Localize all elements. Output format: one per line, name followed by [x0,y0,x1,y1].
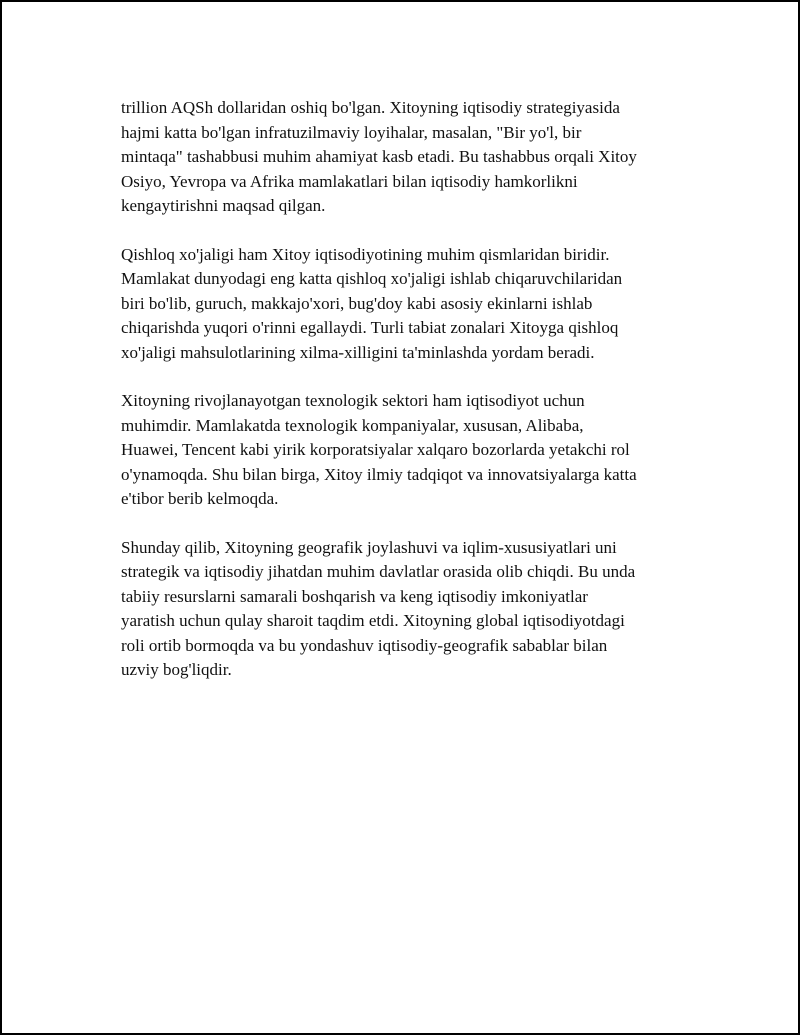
text-line: o'ynamoqda. Shu bilan birga, Xitoy ilmiy tadqiqot va innovatsiyalarga katta [121,464,637,484]
text-line: Huawei, Tencent kabi yirik korporatsiyalar xalqaro bozorlarda yetakchi rol [121,440,630,459]
text-line: Qishloq xo'jaligi ham Xitoy iqtisodiyotining muhim qismlaridan biridir. [121,244,610,264]
text-line: Xitoyning rivojlanayotgan texnologik sektori ham iqtisodiyot uchun [121,391,585,410]
text-line: yaratish uchun qulay sharoit taqdim etdi. Xitoyning global iqtisodiyotdagi [121,611,625,630]
paragraph-technology [121,389,681,512]
text-line: Osiyo, Yevropa va Afrika mamlakatlari bilan iqtisodiy hamkorlikni [121,171,578,191]
text-line: chiqarishda yuqori o'rinni egallaydi. Turli tabiat zonalari Xitoyga qishloq [121,318,619,337]
text-line: strategik va iqtisodiy jihatdan muhim davlatlar orasida olib chiqdi. Bu unda [121,562,636,581]
text-line: muhimdir. Mamlakatda texnologik kompaniyalar, xususan, Alibaba, [121,415,584,435]
text-line: tabiiy resurslarni samarali boshqarish va keng iqtisodiy imkoniyatlar [121,586,588,606]
paragraph-agriculture [121,243,681,366]
document-body [121,96,681,707]
text-line: trillion AQSh dollaridan oshiq bo'lgan. Xitoyning iqtisodiy strategiyasida [121,98,620,117]
paragraph-conclusion [121,536,681,683]
text-line: Shunday qilib, Xitoyning geografik joylashuvi va iqlim-xususiyatlari uni [121,537,617,557]
text-line: e'tibor berib kelmoqda. [121,489,279,508]
text-line: uzviy bog'liqdir. [121,660,232,679]
text-line: biri bo'lib, guruch, makkajo'xori, bug'doy kabi asosiy ekinlarni ishlab [121,293,593,313]
text-line: mintaqa" tashabbusi muhim ahamiyat kasb etadi. Bu tashabbus orqali Xitoy [121,147,637,166]
text-line: Mamlakat dunyodagi eng katta qishloq xo'jaligi ishlab chiqaruvchilaridan [121,269,623,288]
text-line: xo'jaligi mahsulotlarining xilma-xilligini ta'minlashda yordam beradi. [121,342,595,362]
text-line: roli ortib bormoqda va bu yondashuv iqtisodiy-geografik sabablar bilan [121,635,608,655]
paragraph-economy-strategy [121,96,681,219]
text-line: kengaytirishni maqsad qilgan. [121,196,326,215]
text-line: hajmi katta bo'lgan infratuzilmaviy loyihalar, masalan, "Bir yo'l, bir [121,122,582,142]
